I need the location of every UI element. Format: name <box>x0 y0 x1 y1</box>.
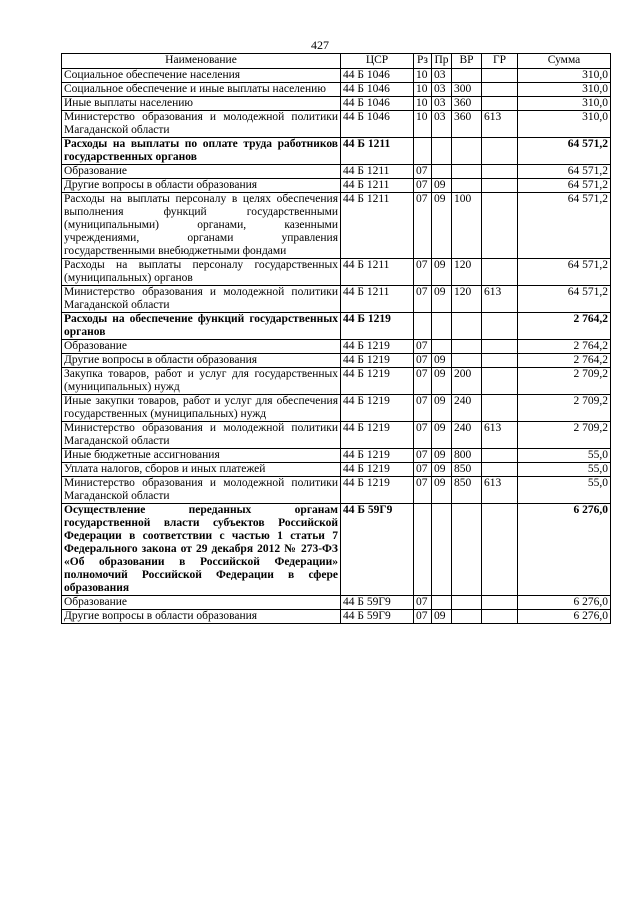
cell-vr: 360 <box>452 97 482 111</box>
page-number: 427 <box>311 38 329 52</box>
cell-name: Министерство образования и молодежной политики Магаданской области <box>62 477 341 504</box>
cell-rz: 07 <box>414 368 432 395</box>
table-row <box>62 97 611 111</box>
table-row <box>62 313 611 340</box>
cell-csr: 44 Б 1219 <box>341 368 414 395</box>
cell-csr: 44 Б 1211 <box>341 193 414 259</box>
cell-pr: 09 <box>432 463 452 477</box>
cell-sum: 2 709,2 <box>518 395 611 422</box>
cell-vr: 240 <box>452 395 482 422</box>
cell-pr: 03 <box>432 83 452 97</box>
table-row <box>62 193 611 259</box>
cell-csr: 44 Б 1211 <box>341 138 414 165</box>
table-row <box>62 368 611 395</box>
cell-sum: 2 764,2 <box>518 354 611 368</box>
cell-vr <box>452 179 482 193</box>
cell-sum: 6 276,0 <box>518 610 611 624</box>
cell-gr <box>482 340 518 354</box>
cell-sum: 310,0 <box>518 69 611 83</box>
cell-csr: 44 Б 59Г9 <box>341 610 414 624</box>
cell-csr: 44 Б 59Г9 <box>341 504 414 596</box>
cell-csr: 44 Б 1046 <box>341 83 414 97</box>
cell-vr <box>452 138 482 165</box>
cell-gr: 613 <box>482 111 518 138</box>
cell-csr: 44 Б 1046 <box>341 69 414 83</box>
cell-gr <box>482 97 518 111</box>
cell-sum: 6 276,0 <box>518 596 611 610</box>
cell-vr: 200 <box>452 368 482 395</box>
cell-rz: 07 <box>414 193 432 259</box>
table-row <box>62 138 611 165</box>
table-body <box>62 69 611 624</box>
cell-csr: 44 Б 1219 <box>341 463 414 477</box>
cell-rz <box>414 504 432 596</box>
table-row <box>62 340 611 354</box>
cell-name: Социальное обеспечение и иные выплаты населению <box>62 83 341 97</box>
table-row <box>62 449 611 463</box>
cell-name: Образование <box>62 165 341 179</box>
cell-rz: 07 <box>414 179 432 193</box>
cell-gr <box>482 193 518 259</box>
cell-pr: 09 <box>432 193 452 259</box>
cell-rz: 07 <box>414 354 432 368</box>
cell-vr <box>452 504 482 596</box>
cell-pr: 03 <box>432 111 452 138</box>
cell-pr: 09 <box>432 286 452 313</box>
cell-vr: 240 <box>452 422 482 449</box>
cell-pr: 09 <box>432 610 452 624</box>
cell-sum: 2 709,2 <box>518 368 611 395</box>
cell-pr: 09 <box>432 422 452 449</box>
table-row <box>62 179 611 193</box>
cell-csr: 44 Б 1219 <box>341 313 414 340</box>
cell-csr: 44 Б 1211 <box>341 259 414 286</box>
cell-rz: 10 <box>414 69 432 83</box>
cell-sum: 64 571,2 <box>518 165 611 179</box>
cell-name: Иные закупки товаров, работ и услуг для обеспечения государственных (муниципальных) нужд <box>62 395 341 422</box>
cell-rz: 10 <box>414 111 432 138</box>
cell-pr: 09 <box>432 179 452 193</box>
cell-gr <box>482 395 518 422</box>
cell-rz: 07 <box>414 286 432 313</box>
cell-gr <box>482 259 518 286</box>
cell-rz <box>414 313 432 340</box>
cell-vr <box>452 610 482 624</box>
header-row <box>62 54 611 69</box>
cell-gr <box>482 83 518 97</box>
table-row <box>62 354 611 368</box>
table-row <box>62 596 611 610</box>
cell-name: Министерство образования и молодежной политики Магаданской области <box>62 422 341 449</box>
cell-csr: 44 Б 1219 <box>341 340 414 354</box>
table-row <box>62 165 611 179</box>
cell-vr <box>452 340 482 354</box>
cell-name: Расходы на выплаты персоналу в целях обеспечения выполнения функций государственными (муниципальными) органами, казенными учреждениями, органами управления государственными внебюджетными фондами <box>62 193 341 259</box>
header-rz: Рз <box>414 54 432 69</box>
cell-pr <box>432 138 452 165</box>
cell-rz <box>414 138 432 165</box>
cell-rz: 07 <box>414 422 432 449</box>
cell-vr <box>452 69 482 83</box>
cell-sum: 55,0 <box>518 477 611 504</box>
cell-csr: 44 Б 1219 <box>341 449 414 463</box>
cell-vr <box>452 165 482 179</box>
table-row <box>62 111 611 138</box>
cell-name: Другие вопросы в области образования <box>62 354 341 368</box>
cell-rz: 07 <box>414 477 432 504</box>
cell-sum: 64 571,2 <box>518 193 611 259</box>
cell-csr: 44 Б 1219 <box>341 477 414 504</box>
cell-sum: 310,0 <box>518 97 611 111</box>
cell-name: Иные бюджетные ассигнования <box>62 449 341 463</box>
cell-rz: 07 <box>414 463 432 477</box>
cell-vr <box>452 354 482 368</box>
cell-rz: 07 <box>414 395 432 422</box>
cell-rz: 07 <box>414 610 432 624</box>
cell-gr <box>482 354 518 368</box>
cell-vr: 360 <box>452 111 482 138</box>
cell-pr <box>432 165 452 179</box>
cell-gr: 613 <box>482 286 518 313</box>
cell-pr: 03 <box>432 69 452 83</box>
cell-name: Министерство образования и молодежной политики Магаданской области <box>62 111 341 138</box>
cell-name: Иные выплаты населению <box>62 97 341 111</box>
cell-pr: 09 <box>432 477 452 504</box>
cell-vr: 120 <box>452 286 482 313</box>
cell-gr <box>482 313 518 340</box>
table-row <box>62 463 611 477</box>
header-gr: ГР <box>482 54 518 69</box>
cell-vr: 850 <box>452 477 482 504</box>
cell-csr: 44 Б 59Г9 <box>341 596 414 610</box>
cell-name: Закупка товаров, работ и услуг для государственных (муниципальных) нужд <box>62 368 341 395</box>
cell-sum: 310,0 <box>518 111 611 138</box>
cell-gr <box>482 596 518 610</box>
cell-gr <box>482 69 518 83</box>
table-row <box>62 422 611 449</box>
cell-sum: 2 764,2 <box>518 340 611 354</box>
cell-csr: 44 Б 1219 <box>341 395 414 422</box>
cell-csr: 44 Б 1046 <box>341 97 414 111</box>
cell-rz: 10 <box>414 97 432 111</box>
cell-pr <box>432 504 452 596</box>
cell-sum: 2 764,2 <box>518 313 611 340</box>
table-row <box>62 259 611 286</box>
cell-name: Министерство образования и молодежной политики Магаданской области <box>62 286 341 313</box>
cell-gr <box>482 138 518 165</box>
cell-gr <box>482 610 518 624</box>
budget-table <box>61 53 611 624</box>
cell-rz: 07 <box>414 165 432 179</box>
cell-csr: 44 Б 1211 <box>341 179 414 193</box>
cell-vr: 100 <box>452 193 482 259</box>
cell-gr: 613 <box>482 422 518 449</box>
cell-sum: 64 571,2 <box>518 138 611 165</box>
cell-vr: 800 <box>452 449 482 463</box>
cell-sum: 64 571,2 <box>518 286 611 313</box>
header-csr: ЦСР <box>341 54 414 69</box>
cell-pr <box>432 313 452 340</box>
cell-rz: 07 <box>414 596 432 610</box>
cell-name: Расходы на обеспечение функций государственных органов <box>62 313 341 340</box>
cell-rz: 07 <box>414 449 432 463</box>
cell-name: Осуществление переданных органам государственной власти субъектов Российской Федерации в соответствии с частью 1 статьи 7 Федерального закона от 29 декабря 2012 № 273-ФЗ «Об образовании в Российской Федерации» полномочий Российской Федерации в сфере образования <box>62 504 341 596</box>
cell-sum: 55,0 <box>518 463 611 477</box>
header-pr: Пр <box>432 54 452 69</box>
cell-vr <box>452 313 482 340</box>
cell-vr <box>452 596 482 610</box>
cell-sum: 6 276,0 <box>518 504 611 596</box>
cell-csr: 44 Б 1219 <box>341 422 414 449</box>
cell-csr: 44 Б 1219 <box>341 354 414 368</box>
cell-rz: 07 <box>414 259 432 286</box>
cell-gr: 613 <box>482 477 518 504</box>
cell-rz: 07 <box>414 340 432 354</box>
table-row <box>62 477 611 504</box>
cell-gr <box>482 449 518 463</box>
cell-gr <box>482 504 518 596</box>
cell-name: Уплата налогов, сборов и иных платежей <box>62 463 341 477</box>
cell-gr <box>482 463 518 477</box>
cell-csr: 44 Б 1046 <box>341 111 414 138</box>
cell-sum: 310,0 <box>518 83 611 97</box>
table-row <box>62 83 611 97</box>
cell-sum: 2 709,2 <box>518 422 611 449</box>
table-row <box>62 395 611 422</box>
cell-gr <box>482 165 518 179</box>
cell-rz: 10 <box>414 83 432 97</box>
cell-pr: 09 <box>432 259 452 286</box>
cell-gr <box>482 368 518 395</box>
table-row <box>62 286 611 313</box>
cell-pr: 09 <box>432 449 452 463</box>
cell-vr: 300 <box>452 83 482 97</box>
table-row <box>62 69 611 83</box>
cell-vr: 120 <box>452 259 482 286</box>
cell-name: Социальное обеспечение населения <box>62 69 341 83</box>
cell-name: Образование <box>62 340 341 354</box>
cell-sum: 55,0 <box>518 449 611 463</box>
cell-pr: 03 <box>432 97 452 111</box>
cell-name: Другие вопросы в области образования <box>62 610 341 624</box>
table-header <box>62 54 611 69</box>
cell-pr <box>432 340 452 354</box>
cell-pr: 09 <box>432 368 452 395</box>
cell-csr: 44 Б 1211 <box>341 165 414 179</box>
cell-name: Другие вопросы в области образования <box>62 179 341 193</box>
cell-pr <box>432 596 452 610</box>
cell-csr: 44 Б 1211 <box>341 286 414 313</box>
cell-vr: 850 <box>452 463 482 477</box>
table-row <box>62 504 611 596</box>
header-name: Наименование <box>62 54 341 69</box>
cell-pr: 09 <box>432 354 452 368</box>
cell-sum: 64 571,2 <box>518 179 611 193</box>
cell-gr <box>482 179 518 193</box>
header-vr: ВР <box>452 54 482 69</box>
cell-name: Расходы на выплаты персоналу государственных (муниципальных) органов <box>62 259 341 286</box>
cell-name: Расходы на выплаты по оплате труда работников государственных органов <box>62 138 341 165</box>
cell-pr: 09 <box>432 395 452 422</box>
cell-name: Образование <box>62 596 341 610</box>
table-row <box>62 610 611 624</box>
header-sum: Сумма <box>518 54 611 69</box>
cell-sum: 64 571,2 <box>518 259 611 286</box>
